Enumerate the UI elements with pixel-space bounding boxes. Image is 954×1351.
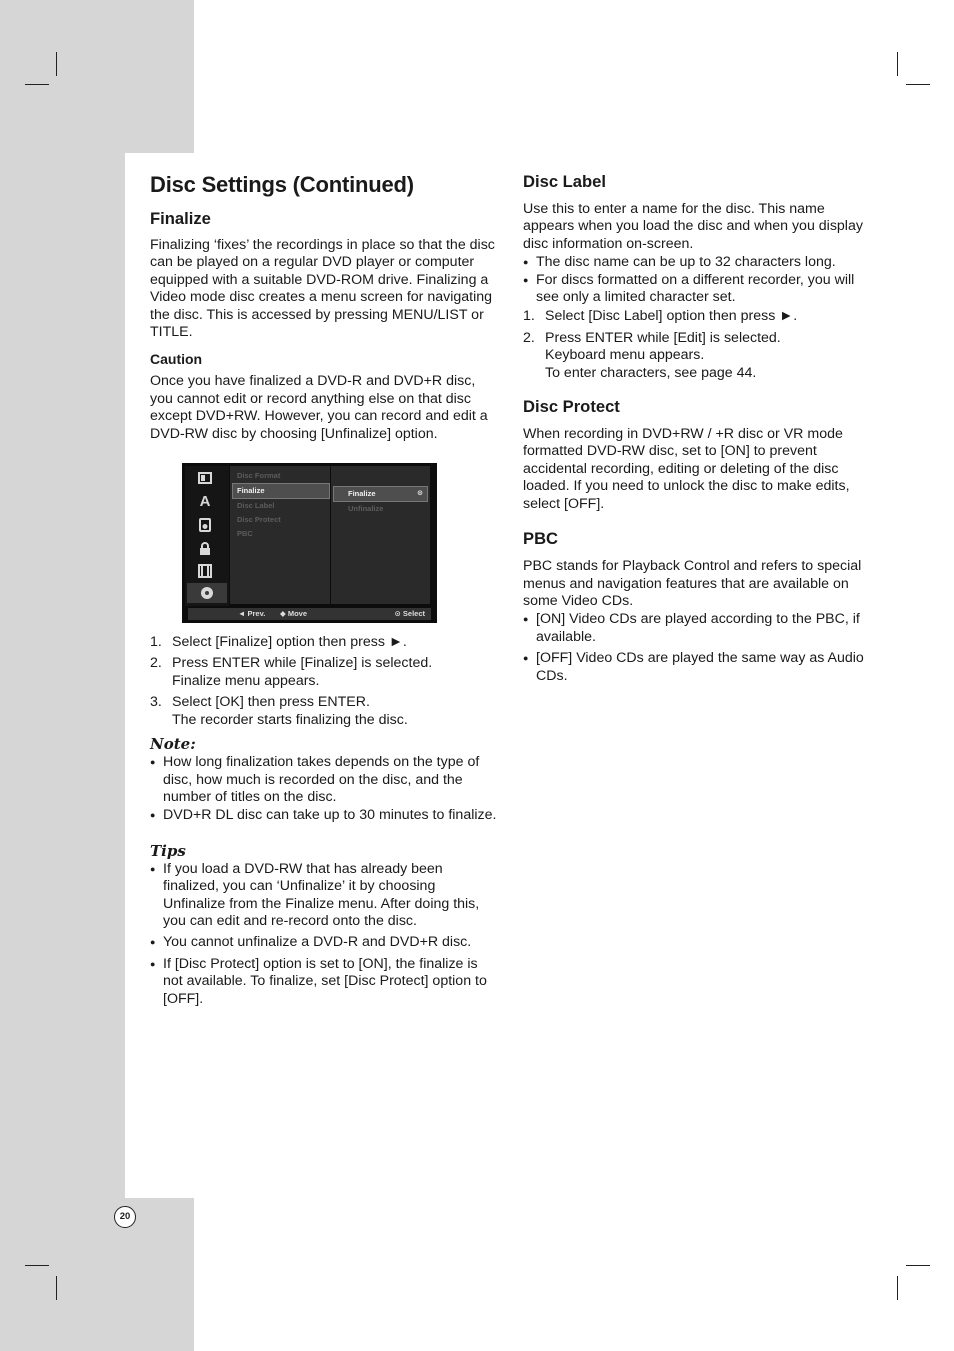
list-item: ● If you load a DVD-RW that has already been finalized, you can ‘Unfinalize’ it by choosing Unfinalize from the Finalize menu. After doing this, you can edit and re-record onto the disc. [150,861,500,931]
submenu-item-finalize[interactable] [333,486,428,502]
list-item: ● You cannot unfinalize a DVD-R and DVD+R disc. [150,934,500,951]
list-item: ● The disc name can be up to 32 characters long. [523,254,879,271]
tips-list [150,861,500,1008]
list-item: ● [ON] Video CDs are played according to the PBC, if available. [523,611,879,646]
gray-margin-bottom [0,1198,194,1351]
menu-item-disc-format[interactable]: Disc Format [237,471,281,481]
bar-move: ◆ Move [280,609,308,619]
step: 2. Press ENTER while [Edit] is selected. Keyboard menu appears. To enter characters, see page 44. [523,329,781,381]
menu-item-finalize[interactable]: Finalize [232,483,330,499]
disc-label-intro: Use this to enter a name for the disc. This name appears when you load the disc and when you display disc information on-screen. [523,201,863,252]
crop-mark [906,1265,930,1266]
disc-label-heading: Disc Label [523,172,607,191]
lock-icon [197,542,213,556]
osd-menu-list [230,466,330,604]
letter-a-icon: A [199,493,211,511]
note-heading: Note: [150,735,196,754]
crop-mark [897,1276,898,1300]
disc-protect-text: When recording in DVD+RW / +R disc or VR mode formatted DVD-RW disc, set to [ON] to prevent accidental recording, editing or deleting of the disc loaded. If you need to unlock the disc to make edits, select [OFF]. [523,426,850,512]
list-item: ● How long finalization takes depends on the type of disc, how much is recorded on the disc, and the number of titles on the disc. [150,754,500,806]
tips-heading: Tips [150,841,186,860]
crop-mark [897,52,898,76]
submenu-select-icon: ⊙ [417,490,423,498]
film-icon [197,564,213,578]
bar-prev: ◄ Prev. [238,609,266,619]
crop-mark [56,52,57,76]
menu-item-disc-label[interactable]: Disc Label [237,501,275,511]
crop-mark [25,84,49,85]
note-list [150,754,500,825]
osd-icon-column [185,466,229,606]
finalize-menu-screenshot [182,463,437,623]
finalize-steps [150,634,500,729]
submenu-finalize-label: Finalize [348,489,376,499]
bar-select: ⊙ Select [394,609,425,619]
page-number: 20 [114,1206,136,1228]
list-item: ● [OFF] Video CDs are played the same way as Audio CDs. [523,650,879,685]
page-title: Disc Settings (Continued) [150,172,414,197]
gray-margin-top [0,0,194,153]
submenu-item-unfinalize[interactable]: Unfinalize [348,504,384,514]
osd-submenu-list [331,466,430,604]
crop-mark [56,1276,57,1300]
disc-icon [199,586,215,600]
finalize-heading: Finalize [150,209,211,228]
gray-margin-side [0,153,125,1198]
caution-text: Once you have finalized a DVD-R and DVD+R disc, you cannot edit or record anything else on that disc except DVD+RW. However, you can record and edit a DVD-RW disc by choosing [Unfinalize] option. [150,373,488,442]
list-item: ● DVD+R DL disc can take up to 30 minutes to finalize. [150,807,500,824]
step: 3. Select [OK] then press ENTER. The recorder starts finalizing the disc. [150,694,408,728]
pbc-bullets [523,611,879,685]
screen-icon [197,472,213,486]
right-column [523,168,879,685]
list-item: ● For discs formatted on a different recorder, you will see only a limited character set. [523,272,879,307]
caution-heading: Caution [150,351,203,368]
left-column [150,168,500,1008]
finalize-intro: Finalizing ‘fixes’ the recordings in place so that the disc can be played on a regular DVD player or computer equipped with a suitable DVD-ROM drive. Finalizing a Video mode disc creates a menu screen for navigating the disc. This is accessed by pressing MENU/LIST or TITLE. [150,237,495,341]
pbc-heading: PBC [523,529,559,549]
disc-label-steps [523,308,879,382]
menu-item-disc-protect[interactable]: Disc Protect [237,515,281,525]
disc-protect-heading: Disc Protect [523,397,620,417]
disc-icon-highlight [187,583,227,603]
step: 2. Press ENTER while [Finalize] is selected. Finalize menu appears. [150,655,433,689]
pbc-text: PBC stands for Playback Control and refers to special menus and navigation features that are available on some Video CDs. [523,558,862,609]
step: 1. Select [Finalize] option then press ►. [150,634,407,651]
menu-item-pbc[interactable]: PBC [237,529,253,539]
osd-help-bar [188,608,431,620]
disc-label-bullets [523,254,879,306]
crop-mark [906,84,930,85]
step: 1. Select [Disc Label] option then press ►. [523,308,798,325]
audio-icon [197,518,213,532]
list-item: ● If [Disc Protect] option is set to [ON], the finalize is not available. To finalize, set [Disc Protect] option to [OFF]. [150,956,500,1008]
crop-mark [25,1265,49,1266]
